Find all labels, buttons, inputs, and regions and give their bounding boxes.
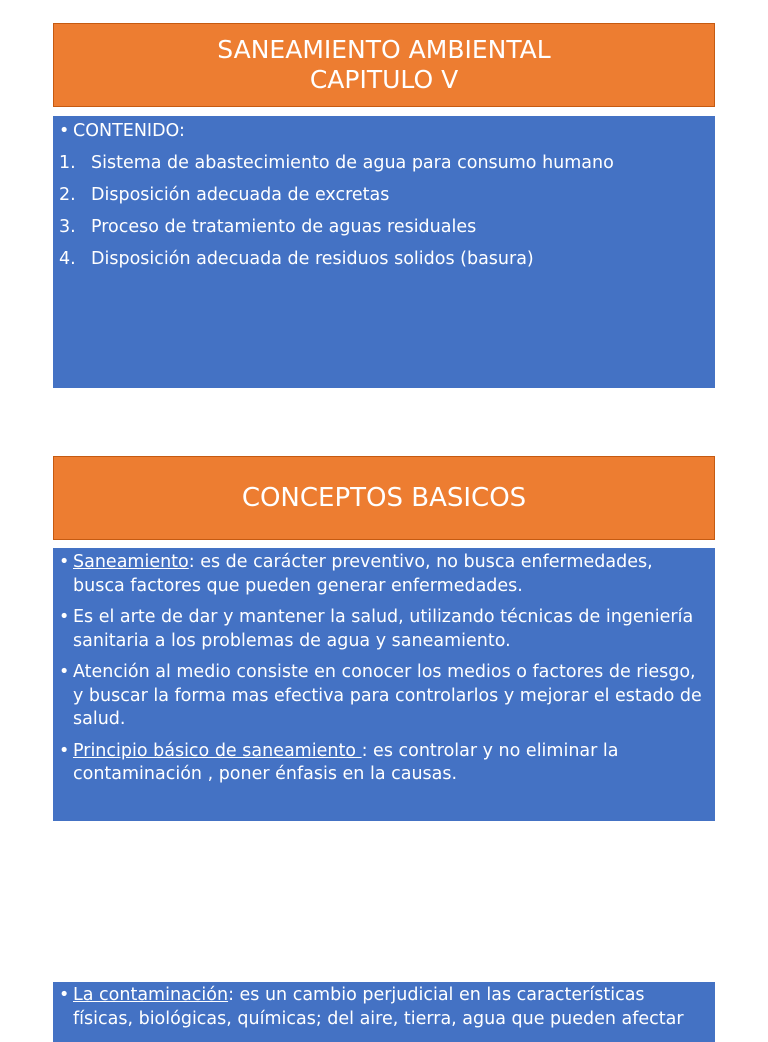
list-item-text: Disposición adecuada de excretas [91, 185, 390, 205]
bullet-point [59, 740, 707, 787]
bullet-point [59, 606, 707, 653]
slide1-title-bar [53, 23, 715, 107]
definition-text: : es un cambio perjudicial en las características físicas, biológicas, químicas; del aire, tierra, agua que pueden afectar [73, 985, 684, 1029]
slide2-title-bar [53, 456, 715, 540]
bullet-point-text: Es el arte de dar y mantener la salud, utilizando técnicas de ingeniería sanitaria a los problemas de agua y saneamiento. [73, 607, 694, 651]
bullet-point-text [73, 551, 707, 598]
bullet-icon: • [59, 662, 70, 682]
bullet-icon: • [59, 552, 70, 572]
list-item [59, 248, 705, 270]
list-item-text: Proceso de tratamiento de aguas residuales [91, 217, 477, 237]
slide2-content-box [53, 548, 715, 821]
contents-heading-text: CONTENIDO: [73, 121, 185, 141]
bullet-icon: • [59, 121, 70, 141]
list-item-number: 2. [59, 185, 76, 205]
bullet-point [59, 551, 707, 598]
bullet-icon: • [59, 607, 70, 627]
definition-text: : es controlar y no eliminar la contaminación , poner énfasis en la causas. [73, 740, 619, 784]
slide1-title-line1: SANEAMIENTO AMBIENTAL [217, 35, 551, 64]
list-item-text: Sistema de abastecimiento de agua para consumo humano [91, 153, 614, 173]
term-saneamiento: Saneamiento [73, 552, 189, 572]
slide3-content-box [53, 982, 715, 1042]
slide1-title-line2: CAPITULO V [309, 65, 459, 94]
bullet-icon: • [59, 740, 70, 761]
definition-text: : es de carácter preventivo, no busca enfermedades, busca factores que pueden generar enfermedades. [73, 552, 653, 596]
slide1-content-box [53, 116, 715, 388]
list-item-text: Disposición adecuada de residuos solidos (basura) [91, 249, 534, 269]
list-item [59, 152, 705, 174]
term-principio-basico: Principio básico de saneamiento [73, 740, 362, 761]
bullet-icon: • [59, 985, 70, 1005]
bullet-point [59, 661, 707, 732]
bullet-point-text: Atención al medio consiste en conocer los medios o factores de riesgo, y buscar la forma mas efectiva para controlarlos y mejorar el estado de salud. [73, 662, 702, 729]
list-item-number: 3. [59, 217, 76, 237]
slide2-title: CONCEPTOS BASICOS [241, 483, 527, 513]
list-item [59, 216, 705, 238]
contents-heading [59, 120, 705, 142]
list-item-number: 1. [59, 153, 76, 173]
list-item [59, 184, 705, 206]
bullet-point-text [73, 740, 707, 787]
list-item-number: 4. [59, 249, 76, 269]
term-contaminacion: La contaminación [73, 985, 229, 1005]
